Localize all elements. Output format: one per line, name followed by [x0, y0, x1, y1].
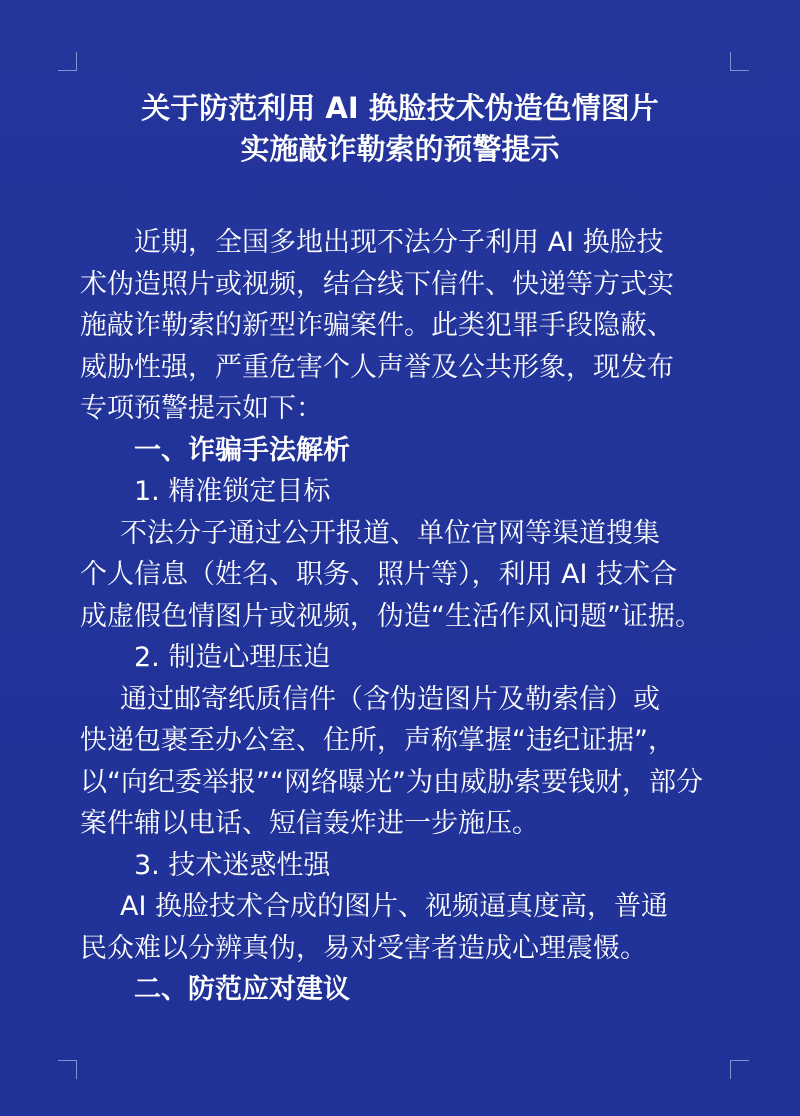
item1-text-line: 不法分子通过公开报道、单位官网等渠道搜集 [120, 517, 660, 549]
title-line-2: 实施敲诈勒索的预警提示 [240, 132, 560, 166]
corner-mark-bottom-right [730, 1060, 749, 1079]
document-body [80, 222, 730, 1011]
section-heading-2: 二、防范应对建议 [134, 974, 350, 1005]
intro-line: 专项预警提示如下： [80, 393, 323, 424]
corner-mark-bottom-left [58, 1060, 77, 1079]
intro-line: 术伪造照片或视频，结合线下信件、快递等方式实 [80, 268, 674, 300]
document-title [0, 88, 800, 170]
item2-text-line: 案件辅以电话、短信轰炸进一步施压。 [80, 808, 539, 839]
item1-text-line: 个人信息（姓名、职务、照片等），利用 AI 技术合 [80, 559, 678, 590]
item3-text-line: 民众难以分辨真伪，易对受害者造成心理震慑。 [80, 932, 647, 964]
item-heading-1: 1. 精准锁定目标 [134, 476, 331, 507]
corner-mark-top-right [730, 52, 749, 71]
item2-text-line: 通过邮寄纸质信件（含伪造图片及勒索信）或 [120, 683, 660, 715]
item2-text-line: 快递包裹至办公室、住所，声称掌握“违纪证据”， [80, 725, 675, 756]
intro-line: 近期，全国多地出现不法分子利用 AI 换脸技 [134, 227, 664, 258]
section-heading-1: 一、诈骗手法解析 [134, 434, 350, 466]
title-line-1: 关于防范利用 AI 换脸技术伪造色情图片 [141, 91, 659, 125]
item-heading-3: 3. 技术迷惑性强 [134, 849, 331, 881]
intro-line: 施敲诈勒索的新型诈骗案件。此类犯罪手段隐蔽、 [80, 310, 674, 341]
item1-text-line: 成虚假色情图片或视频，伪造“生活作风问题”证据。 [80, 600, 702, 632]
corner-mark-top-left [58, 52, 77, 71]
intro-line: 威胁性强，严重危害个人声誉及公共形象，现发布 [80, 351, 674, 383]
item2-text-line: 以“向纪委举报”“网络曝光”为由威胁索要钱财，部分 [80, 766, 703, 798]
item-heading-2: 2. 制造心理压迫 [134, 642, 331, 673]
item3-text-line: AI 换脸技术合成的图片、视频逼真度高，普通 [120, 891, 669, 922]
